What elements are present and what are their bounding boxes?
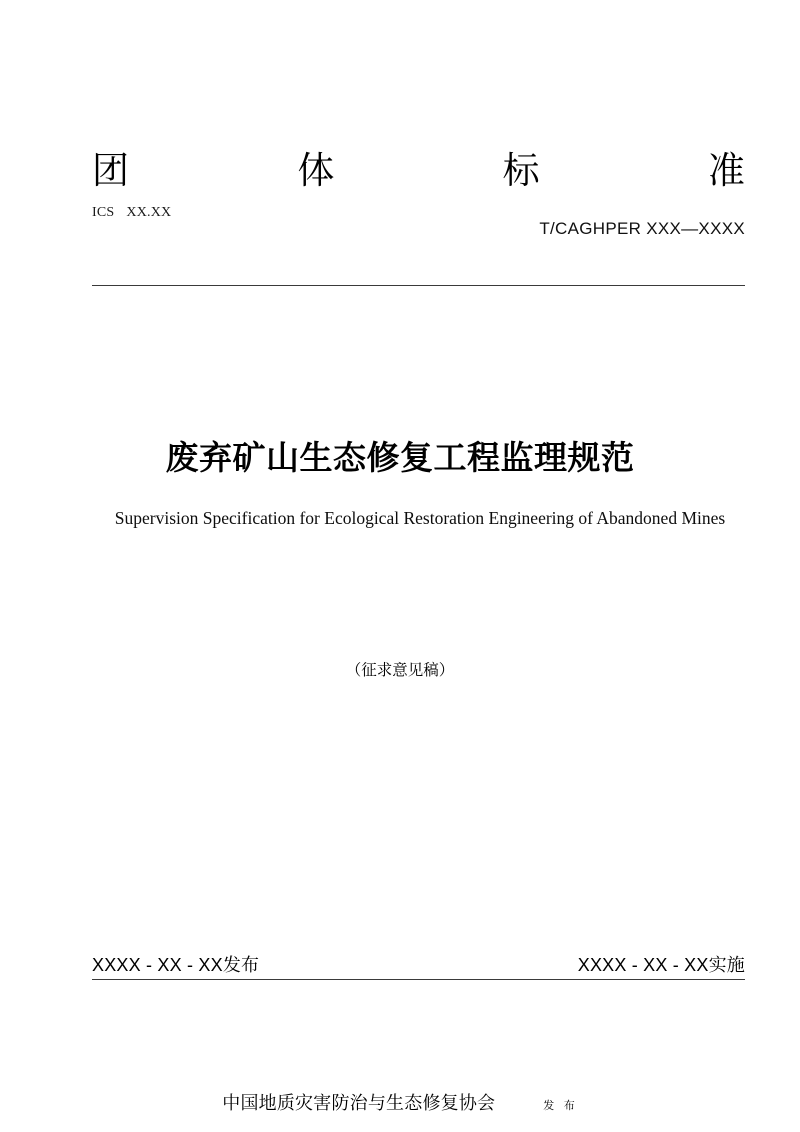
ics-value: XX.XX xyxy=(126,205,172,220)
standard-number: T/CAGHPER XXX—XXXX xyxy=(539,219,745,238)
issuer-name: 中国地质灾害防治与生态修复协会 xyxy=(222,1093,496,1114)
footer-divider-rule xyxy=(92,979,745,980)
ics-label: ICS xyxy=(92,205,115,220)
implementation-date: XXXX - XX - XX实施 xyxy=(577,955,745,975)
document-title-en: Supervision Specification for Ecological Restoration Engineering of Abandoned Mines xyxy=(114,508,726,528)
header-divider-rule xyxy=(92,285,745,286)
standard-kind-heading xyxy=(92,149,745,192)
standard-kind-char-2: 体 xyxy=(297,149,335,192)
standard-kind-char-1: 团 xyxy=(92,149,129,192)
issuer-action-label: 发 布 xyxy=(543,1099,578,1112)
draft-status-note: （征求意见稿） xyxy=(345,661,455,679)
release-date: XXXX - XX - XX发布 xyxy=(92,955,260,975)
ics-line xyxy=(92,205,171,221)
document-title-cn: 废弃矿山生态修复工程监理规范 xyxy=(165,438,635,477)
standard-kind-char-3: 标 xyxy=(502,149,540,192)
publication-dates-row xyxy=(92,951,745,977)
standard-kind-char-4: 准 xyxy=(707,149,745,192)
issuer-row xyxy=(0,1089,800,1115)
